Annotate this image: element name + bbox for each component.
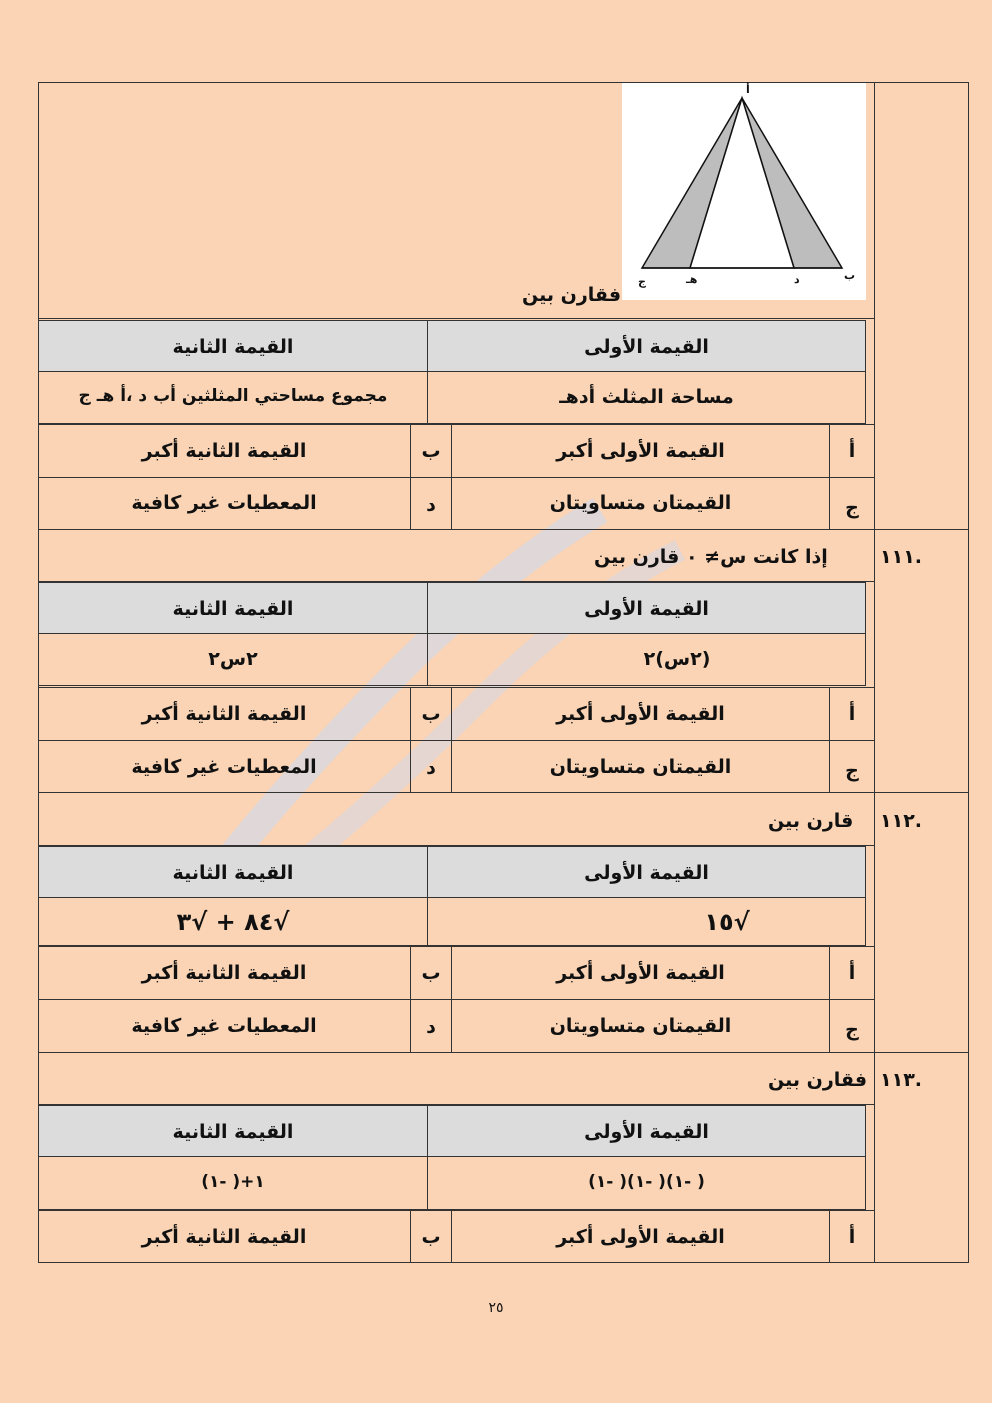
q113-number: .١١٣ (880, 1069, 923, 1091)
triangle-figure (622, 83, 866, 300)
q111-choice-b-text[interactable]: القيمة الثانية أكبر (141, 703, 307, 725)
q111-choice-a-letter[interactable]: أ (848, 703, 856, 725)
q111-col1-value: (٢س)٢ (643, 648, 711, 670)
q110-choice-a-letter[interactable]: أ (848, 440, 856, 462)
q110-choice-b-text[interactable]: القيمة الثانية أكبر (141, 440, 307, 462)
q110-col2-value: مجموع مساحتي المثلثين أب د ،أ هـ ج (78, 386, 388, 406)
q112-choice-d-text[interactable]: المعطيات غير كافية (131, 1015, 317, 1037)
q112-number: .١١٢ (880, 810, 923, 832)
q113-col2-header: القيمة الثانية (172, 1121, 294, 1143)
q111-choice-j-letter[interactable]: ج (845, 760, 859, 782)
q110-choice-j-letter[interactable]: ج (845, 497, 859, 519)
q110-choice-d-text[interactable]: المعطيات غير كافية (131, 492, 317, 514)
q112-choice-j-letter[interactable]: ج (845, 1019, 859, 1041)
q112-col1-value: √١٥ (704, 908, 750, 936)
q111-number: .١١١ (880, 546, 923, 568)
q112-choice-a-text[interactable]: القيمة الأولى أكبر (556, 962, 725, 984)
q113-col1-value: ( -١)( -١)( -١) (588, 1172, 705, 1192)
label-h: هـ (686, 273, 698, 286)
q112-col1-header: القيمة الأولى (584, 862, 709, 884)
q112-choice-b-letter[interactable]: ب (421, 962, 441, 984)
q111-col2-header: القيمة الثانية (172, 598, 294, 620)
q110-choice-d-letter[interactable]: د (426, 494, 436, 516)
q113-choice-a-letter[interactable]: أ (848, 1226, 856, 1248)
q111-choice-a-text[interactable]: القيمة الأولى أكبر (556, 703, 725, 725)
label-b: ب (844, 269, 856, 282)
q111-choice-b-letter[interactable]: ب (421, 703, 441, 725)
q110-col2-header: القيمة الثانية (172, 336, 294, 358)
q113-choice-a-text[interactable]: القيمة الأولى أكبر (556, 1226, 725, 1248)
q113-choice-b-text[interactable]: القيمة الثانية أكبر (141, 1226, 307, 1248)
q111-col2-value: ٢س٢ (208, 648, 258, 670)
q113-col1-header: القيمة الأولى (584, 1121, 709, 1143)
q113-col2-value: ١+( -١) (201, 1172, 265, 1192)
q111-choice-d-letter[interactable]: د (426, 757, 436, 779)
q111-choice-d-text[interactable]: المعطيات غير كافية (131, 756, 317, 778)
q111-prompt: إذا كانت س≠ ٠ قارن بين (594, 546, 828, 568)
label-d: د (794, 273, 800, 286)
q113-choice-b-letter[interactable]: ب (421, 1226, 441, 1248)
q112-col2-value: √٨٤ + √٣ (176, 908, 290, 936)
q112-prompt: قارن بين (768, 810, 854, 832)
q111-col1-header: القيمة الأولى (584, 598, 709, 620)
page-number: ٢٥ (488, 1300, 504, 1316)
q112-choice-a-letter[interactable]: أ (848, 962, 856, 984)
q110-col1-header: القيمة الأولى (584, 336, 709, 358)
q112-col2-header: القيمة الثانية (172, 862, 294, 884)
q110-choice-a-text[interactable]: القيمة الأولى أكبر (556, 440, 725, 462)
q111-choice-j-text[interactable]: القيمتان متساويتان (549, 756, 732, 778)
q110-choice-j-text[interactable]: القيمتان متساويتان (549, 492, 732, 514)
q110-prompt: فقارن بين (522, 284, 622, 306)
label-apex: أ (746, 83, 750, 96)
q110-choice-b-letter[interactable]: ب (421, 440, 441, 462)
q112-choice-b-text[interactable]: القيمة الثانية أكبر (141, 962, 307, 984)
q110-col1-value: مساحة المثلث أدهـ (559, 386, 734, 408)
q112-choice-d-letter[interactable]: د (426, 1016, 436, 1038)
label-j: ج (638, 275, 646, 288)
q112-choice-j-text[interactable]: القيمتان متساويتان (549, 1015, 732, 1037)
q113-prompt: فقارن بين (768, 1069, 868, 1091)
